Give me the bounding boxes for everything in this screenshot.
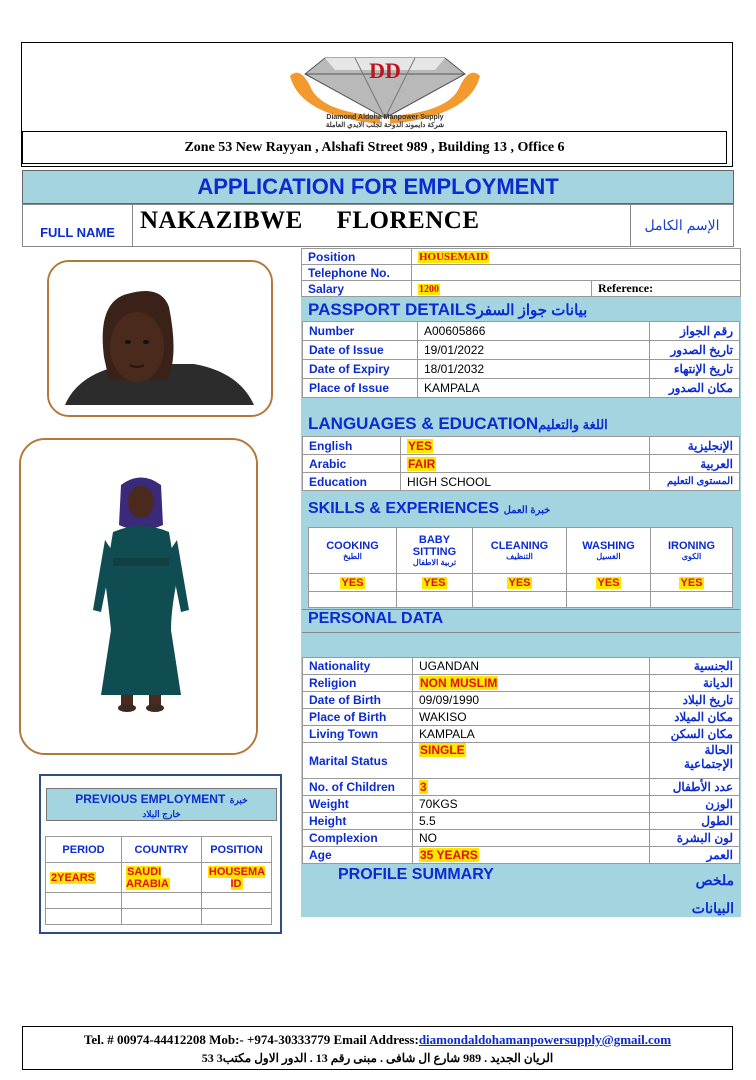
previous-employment-ar-1: خبرة (229, 795, 248, 805)
svg-text:DD: DD (369, 58, 401, 83)
skill-washing-value: YES (567, 574, 651, 592)
children-ar: عدد الأطفال (650, 779, 740, 796)
skill-ironing-value: YES (651, 574, 733, 592)
english-label: English (303, 437, 401, 455)
skills-title-ar: خبرة العمل (503, 505, 551, 516)
english-ar: الإنجليزية (650, 437, 740, 455)
skills-header (308, 500, 550, 518)
salary-cell (412, 281, 592, 297)
position-cell (412, 249, 741, 265)
full-name-value: NAKAZIBWE FLORENCE (140, 207, 480, 234)
previous-employment-ar-2: خارج البلاد (142, 809, 181, 819)
telephone-label: Telephone No. (302, 265, 412, 281)
passport-title-ar: بيانات جواز السفر (476, 302, 588, 319)
skill-washing: WASHING الغسيل (567, 528, 651, 574)
passport-place-ar: مكان الصدور (650, 379, 740, 398)
weight-value: 70KGS (413, 796, 650, 813)
passport-header (308, 300, 587, 320)
dob-value: 09/09/1990 (413, 692, 650, 709)
languages-title: LANGUAGES & EDUCATION (308, 414, 539, 433)
footer (22, 1026, 733, 1070)
living-town-label: Living Town (303, 726, 413, 743)
arabic-value: FAIR (408, 456, 436, 471)
pob-label: Place of Birth (303, 709, 413, 726)
reference-label: Reference: (592, 281, 741, 297)
education-value: HIGH SCHOOL (401, 473, 650, 491)
passport-number-value: A00605866 (418, 322, 650, 341)
company-name-ar: شركة دايموند الدوحة لجلب الايدي العاملة (325, 122, 445, 129)
full-name-row (22, 204, 734, 247)
portrait-photo (47, 260, 273, 417)
prev-header-position: POSITION (202, 837, 272, 863)
living-town-ar: مكان السكن (650, 726, 740, 743)
dob-ar: تاريخ البلاد (650, 692, 740, 709)
full-name-label: FULL NAME (23, 205, 133, 246)
salary-label: Salary (302, 281, 412, 297)
skill-cleaning: CLEANING التنظيف (473, 528, 567, 574)
marital-cell (413, 743, 650, 779)
passport-place-value: KAMPALA (418, 379, 650, 398)
position-value: HOUSEMAID (419, 251, 489, 263)
passport-issue-value: 19/01/2022 (418, 341, 650, 360)
age-label: Age (303, 847, 413, 864)
complexion-value: NO (413, 830, 650, 847)
marital-ar: الحالة الإجتماعية (650, 743, 740, 779)
nationality-ar: الجنسية (650, 658, 740, 675)
marital-label: Marital Status (303, 743, 413, 779)
company-name-en: Diamond Aldoha Manpower Supply (326, 114, 444, 121)
passport-expiry-value: 18/01/2032 (418, 360, 650, 379)
languages-header (308, 414, 608, 434)
age-value: 35 YEARS (420, 848, 478, 862)
height-ar: الطول (650, 813, 740, 830)
education-label: Education (303, 473, 401, 491)
dob-label: Date of Birth (303, 692, 413, 709)
age-ar: العمر (650, 847, 740, 864)
religion-ar: الديانة (650, 675, 740, 692)
skill-cooking-value: YES (309, 574, 397, 592)
complexion-ar: لون البشرة (650, 830, 740, 847)
children-cell (413, 779, 650, 796)
prev-country-cell (122, 863, 202, 893)
company-name (270, 114, 500, 130)
height-label: Height (303, 813, 413, 830)
salary-value: 1200 (419, 284, 439, 295)
english-cell (401, 437, 650, 455)
profile-summary-title: PROFILE SUMMARY (338, 866, 494, 883)
passport-issue-ar: تاريخ الصدور (650, 341, 740, 360)
arabic-label: Arabic (303, 455, 401, 473)
passport-place-label: Place of Issue (303, 379, 418, 398)
skills-table (308, 527, 733, 608)
profile-summary-ar (660, 866, 734, 922)
prev-header-country: COUNTRY (122, 837, 202, 863)
religion-label: Religion (303, 675, 413, 692)
religion-value: NON MUSLIM (420, 676, 498, 690)
footer-email-link[interactable]: diamondaldohamanpowersupply@gmail.com (418, 1032, 672, 1047)
passport-expiry-ar: تاريخ الإنتهاء (650, 360, 740, 379)
job-info-table (301, 248, 741, 297)
prev-header-period: PERIOD (46, 837, 122, 863)
footer-contact-line (23, 1031, 732, 1049)
age-cell (413, 847, 650, 864)
previous-employment-header (46, 788, 277, 821)
skill-ironing: IRONING الكوى (651, 528, 733, 574)
position-label: Position (302, 249, 412, 265)
footer-contact: Tel. # 00974-44412208 Mob:- +974-30333779 Email Address: (83, 1032, 419, 1047)
education-ar: المستوى التعليم (650, 473, 740, 491)
children-value: 3 (420, 780, 427, 794)
english-value: YES (408, 438, 433, 453)
children-label: No. of Children (303, 779, 413, 796)
passport-table (302, 321, 740, 398)
personal-table (302, 657, 740, 864)
personal-header (302, 609, 740, 633)
previous-employment-title: PREVIOUS EMPLOYMENT (75, 792, 226, 806)
pob-ar: مكان الميلاد (650, 709, 740, 726)
company-address: Zone 53 New Rayyan , Alshafi Street 989 , Building 13 , Office 6 (22, 131, 727, 164)
passport-number-ar: رقم الجواز (650, 322, 740, 341)
complexion-label: Complexion (303, 830, 413, 847)
prev-period: 2YEARS (51, 871, 96, 884)
full-body-photo (19, 438, 258, 755)
skill-cleaning-value: YES (473, 574, 567, 592)
skills-title: SKILLS & EXPERIENCES (308, 500, 500, 517)
personal-title: PERSONAL DATA (308, 610, 444, 627)
footer-address-ar: 53 الريان الجديد . 989 شارع ال شافى . مبنى رقم 13 . الدور الاول مكتب3 (201, 1051, 554, 1065)
telephone-value (412, 265, 741, 281)
nationality-label: Nationality (303, 658, 413, 675)
prev-position-cell (202, 863, 272, 893)
languages-table (302, 436, 740, 491)
full-name-label-ar: الإسم الكامل (630, 205, 733, 246)
arabic-ar: العربية (650, 455, 740, 473)
skill-baby-sitting-value: YES (397, 574, 473, 592)
weight-ar: الوزن (650, 796, 740, 813)
page-title: APPLICATION FOR EMPLOYMENT (22, 170, 734, 204)
passport-issue-label: Date of Issue (303, 341, 418, 360)
prev-position: HOUSEMA ID (208, 865, 266, 890)
profile-summary-ar-1: ملخص (695, 872, 734, 888)
skill-cooking: COOKING الطبخ (309, 528, 397, 574)
passport-title: PASSPORT DETAILS (308, 300, 477, 319)
passport-number-label: Number (303, 322, 418, 341)
passport-expiry-label: Date of Expiry (303, 360, 418, 379)
living-town-value: KAMPALA (413, 726, 650, 743)
religion-cell (413, 675, 650, 692)
height-value: 5.5 (413, 813, 650, 830)
skill-baby-sitting: BABY SITTING تربية الاطفال (397, 528, 473, 574)
prev-period-cell (46, 863, 122, 893)
marital-value: SINGLE (420, 743, 465, 757)
languages-title-ar: اللغة والتعليم (538, 417, 608, 432)
pob-value: WAKISO (413, 709, 650, 726)
nationality-value: UGANDAN (413, 658, 650, 675)
weight-label: Weight (303, 796, 413, 813)
previous-employment-table (45, 836, 272, 925)
arabic-cell (401, 455, 650, 473)
profile-summary-ar-2: البيانات (691, 900, 734, 916)
prev-country: SAUDI ARABIA (126, 865, 169, 890)
